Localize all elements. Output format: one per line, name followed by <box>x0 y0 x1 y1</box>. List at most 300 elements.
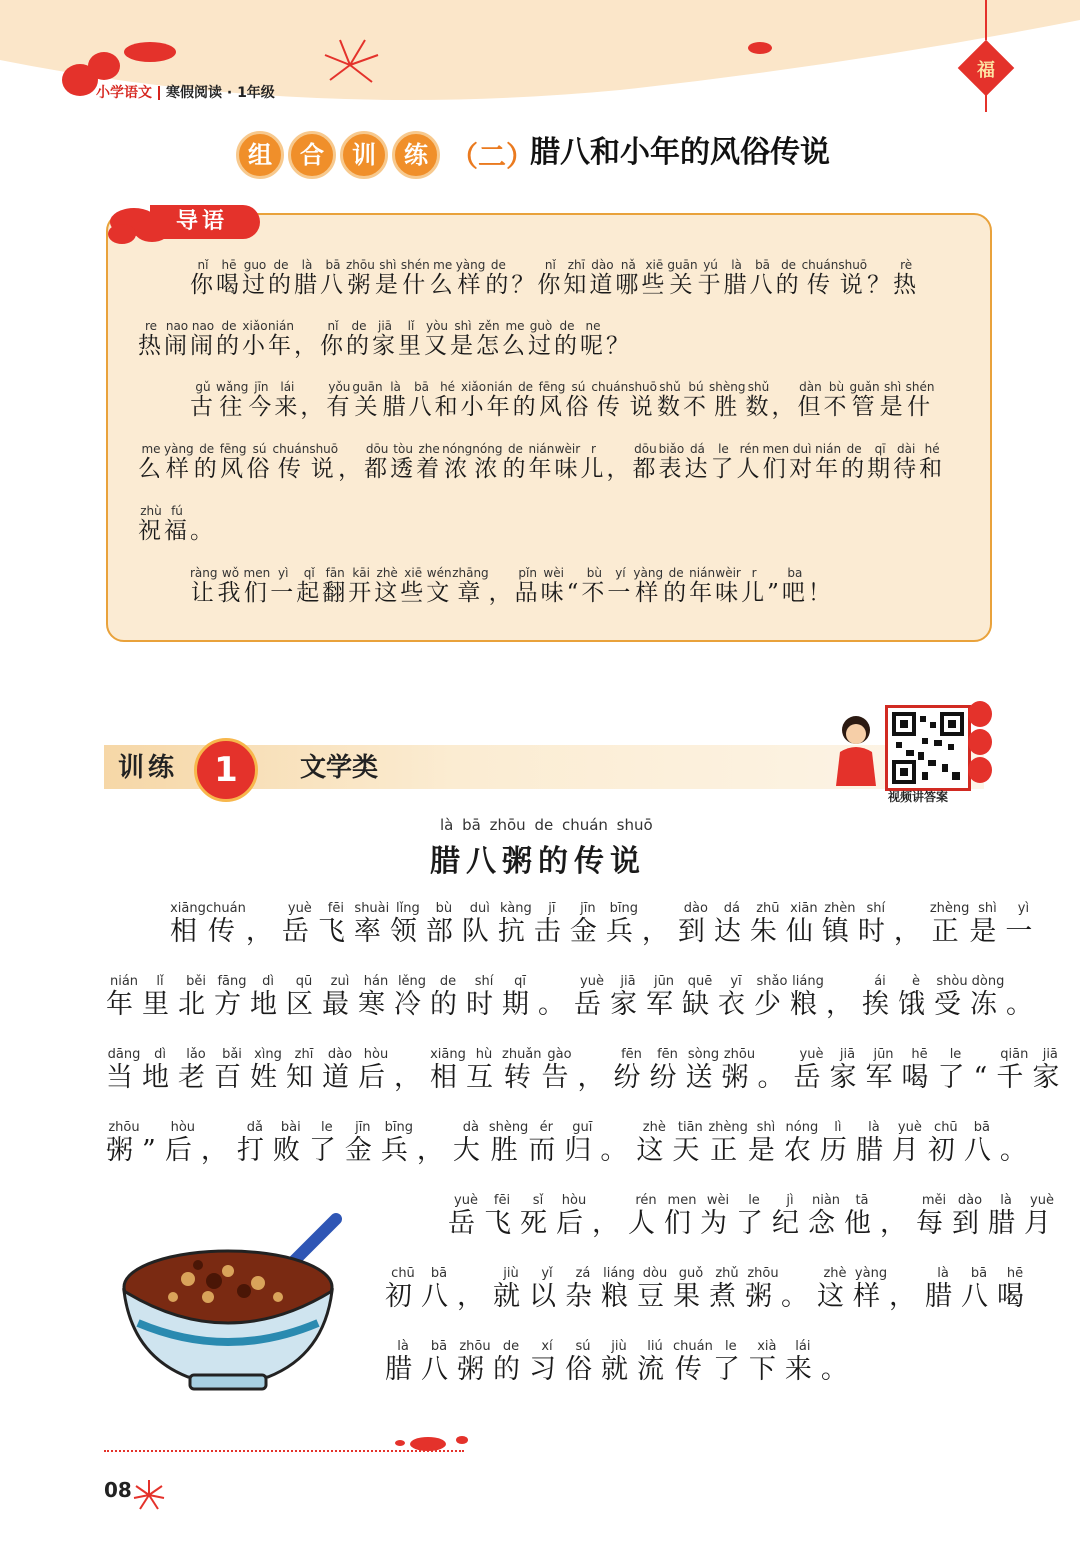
pinyin: sú <box>565 1339 601 1354</box>
story-line <box>106 1114 1036 1187</box>
pinyin: hé <box>434 380 461 394</box>
pinyin: r <box>741 566 768 580</box>
pinyin: le <box>736 1193 772 1208</box>
pinyin: shuō <box>838 258 868 272</box>
training-category: 文学类 <box>300 753 379 783</box>
pinyin: jiā <box>372 319 398 333</box>
pinyin: měi <box>916 1193 952 1208</box>
ruby-char: 北běi <box>178 974 214 1020</box>
ruby-char: 翻fān <box>322 566 349 606</box>
pinyin: de <box>485 258 512 272</box>
story-line <box>385 1260 1033 1333</box>
pinyin: nóng <box>472 442 503 456</box>
pinyin: zhōu <box>457 1339 493 1354</box>
pinyin: shí <box>466 974 502 989</box>
ruby-char: 传chuán <box>206 901 246 947</box>
ruby-char: 是shì <box>374 258 401 298</box>
pinyin: zhù <box>138 504 164 518</box>
ruby-char: 年nián <box>815 442 842 482</box>
ruby-char: 到dào <box>677 901 714 947</box>
story-line <box>385 1333 857 1406</box>
ruby-char: 金jīn <box>344 1120 381 1166</box>
ruby-char: 一yí <box>607 566 634 606</box>
ruby-char: ， <box>606 456 633 482</box>
pinyin: fēn <box>613 1047 650 1062</box>
pinyin: lái <box>784 1339 821 1354</box>
ruby-char: 呢ne <box>580 319 606 359</box>
training-number-badge: 1 <box>194 738 258 802</box>
ruby-char: 家jiā <box>610 974 646 1020</box>
ruby-char: 说shuō <box>838 258 868 298</box>
ruby-char: ， <box>577 1062 614 1093</box>
intro-line <box>190 376 935 438</box>
pinyin: là <box>723 258 750 272</box>
pinyin: me <box>429 258 456 272</box>
pinyin: de <box>663 566 690 580</box>
pinyin: qī <box>502 974 538 989</box>
ruby-char: 当dāng <box>106 1047 142 1093</box>
pinyin: yì <box>1005 901 1042 916</box>
ruby-char: 传chuán <box>272 442 310 482</box>
pinyin: fēn <box>649 1047 686 1062</box>
ruby-char: 率shuài <box>353 901 390 947</box>
ruby-char: 腊là <box>723 258 750 298</box>
pinyin: shén <box>905 380 935 394</box>
ruby-char: 起qǐ <box>296 566 323 606</box>
pinyin: xiāng <box>430 1047 466 1062</box>
pinyin: yòu <box>424 319 450 333</box>
ruby-char: 风fēng <box>219 442 247 482</box>
pinyin: nǎ <box>615 258 642 272</box>
ruby-char: 时shí <box>857 901 894 947</box>
ruby-char: 到dào <box>952 1193 988 1239</box>
pinyin: jiù <box>601 1339 637 1354</box>
ruby-char: 岳yuè <box>574 974 610 1020</box>
pinyin: nao <box>190 319 216 333</box>
pinyin: shì <box>450 319 476 333</box>
ruby-char: 。 <box>781 1281 817 1312</box>
ruby-char: 纷fēn <box>649 1047 686 1093</box>
ruby-char: 道dào <box>322 1047 358 1093</box>
ruby-char: 粮liáng <box>601 1266 637 1312</box>
pinyin: nóng <box>442 442 473 456</box>
firework-icon <box>132 1478 166 1512</box>
ruby-char: 打dǎ <box>236 1120 273 1166</box>
ruby-char: 胜shèng <box>488 1120 529 1166</box>
ruby-char: 关guān <box>352 380 383 420</box>
ruby-char: 你nǐ <box>320 319 346 359</box>
pinyin: qiān <box>996 1047 1033 1062</box>
ruby-char: 时shí <box>466 974 502 1020</box>
pinyin: dāng <box>106 1047 142 1062</box>
ruby-char: 腊là <box>925 1266 961 1312</box>
ruby-char: 月yuè <box>891 1120 928 1166</box>
ruby-char: 哪nǎ <box>615 258 642 298</box>
ruby-char: 八bā <box>749 258 776 298</box>
pinyin: jī <box>533 901 570 916</box>
ruby-char: 达dá <box>684 442 711 482</box>
pinyin: de <box>502 442 529 456</box>
ruby-char: “ <box>566 580 582 606</box>
pinyin: yī <box>718 974 754 989</box>
pinyin: hù <box>466 1047 502 1062</box>
ruby-char: 俗sú <box>565 380 592 420</box>
pinyin: shèng <box>709 380 746 394</box>
pinyin: zhè <box>636 1120 673 1135</box>
pinyin: bā <box>421 1266 457 1281</box>
ruby-char: 相xiāng <box>170 901 206 947</box>
pinyin: re <box>138 319 164 333</box>
pinyin: zhe <box>416 442 443 456</box>
pinyin: niàn <box>808 1193 844 1208</box>
pinyin: dào <box>677 901 714 916</box>
ruby-char: 表biǎo <box>658 442 685 482</box>
pinyin: guǎn <box>849 380 880 394</box>
ruby-char: 后hòu <box>358 1047 394 1093</box>
story-line <box>106 968 1042 1041</box>
pinyin: xiē <box>400 566 427 580</box>
pinyin: dài <box>893 442 920 456</box>
pinyin: wén <box>426 566 453 580</box>
pinyin: men <box>664 1193 700 1208</box>
intro-line <box>138 438 945 500</box>
ruby-char: 们men <box>762 442 790 482</box>
training-label: 训练 <box>118 753 179 783</box>
ruby-char: 。 <box>1006 989 1042 1020</box>
cloud-icon <box>124 42 772 62</box>
pinyin: zhǔ <box>709 1266 745 1281</box>
pinyin: yì <box>270 566 297 580</box>
ruby-char: 的de <box>775 258 802 298</box>
pinyin: bā <box>749 258 776 272</box>
ruby-char: 么me <box>502 319 528 359</box>
ruby-char: 传chuán <box>591 380 629 420</box>
ruby-char: 过guò <box>528 319 554 359</box>
pinyin: dào <box>589 258 616 272</box>
ruby-char: 受shòu <box>934 974 970 1020</box>
pinyin: hán <box>358 974 394 989</box>
pinyin: jiā <box>829 1047 866 1062</box>
ruby-char: 不bù <box>823 380 850 420</box>
ruby-char: 最zuì <box>322 974 358 1020</box>
pinyin: jīn <box>569 901 606 916</box>
qr-code[interactable] <box>885 705 971 791</box>
ruby-char: 农nóng <box>783 1120 820 1166</box>
ruby-char: 纪jì <box>772 1193 808 1239</box>
pinyin: jīn <box>248 380 275 394</box>
ruby-char: 下xià <box>748 1339 785 1385</box>
ruby-char: ， <box>826 989 862 1020</box>
pinyin: shuō <box>628 380 657 394</box>
pinyin: ràng <box>190 566 218 580</box>
pinyin: zhī <box>286 1047 322 1062</box>
ruby-char: 的de <box>216 319 242 359</box>
pinyin: guǒ <box>673 1266 709 1281</box>
pinyin: de <box>493 1339 529 1354</box>
ruby-char: 飞fēi <box>317 901 354 947</box>
pinyin: de <box>193 442 220 456</box>
title-circle: 组 <box>236 131 284 179</box>
pinyin: sǐ <box>520 1193 556 1208</box>
pinyin: jì <box>772 1193 808 1208</box>
ruby-char: 们men <box>664 1193 700 1239</box>
pinyin: là <box>988 1193 1024 1208</box>
pinyin: yǒu <box>326 380 353 394</box>
pinyin: yú <box>697 258 724 272</box>
ruby-char: 念niàn <box>808 1193 844 1239</box>
ruby-char: 领lǐng <box>389 901 426 947</box>
ruby-char: 样yàng <box>633 566 664 606</box>
pinyin: bā <box>408 380 435 394</box>
pinyin: yàng <box>633 566 664 580</box>
pinyin: nǐ <box>190 258 216 272</box>
ruby-char: 了le <box>710 442 737 482</box>
pinyin: rén <box>628 1193 664 1208</box>
ruby-char: 岳yuè <box>281 901 318 947</box>
ruby-char: ， <box>416 1135 453 1166</box>
ruby-char: 又yòu <box>424 319 450 359</box>
ruby-char: 和hé <box>434 380 461 420</box>
pinyin: dà <box>452 1120 489 1135</box>
pinyin: me <box>502 319 528 333</box>
ruby-char: 冷lěng <box>394 974 430 1020</box>
lantern-icon <box>965 696 995 786</box>
pinyin: jiā <box>610 974 646 989</box>
pinyin: nián <box>486 380 513 394</box>
title-circle: 合 <box>288 131 336 179</box>
porridge-bowl-illustration <box>118 1205 348 1405</box>
ruby-char: 来lái <box>784 1339 821 1385</box>
ruby-char: 就jiù <box>493 1266 529 1312</box>
ruby-char: 金jīn <box>569 901 606 947</box>
pinyin: hē <box>997 1266 1033 1281</box>
ruby-char: 开kāi <box>348 566 375 606</box>
ruby-char: 章zhāng <box>452 566 489 606</box>
ruby-char: 部bù <box>425 901 462 947</box>
pinyin: là <box>385 1339 421 1354</box>
pinyin: bā <box>961 1266 997 1281</box>
header-decoration <box>0 0 1080 140</box>
ruby-char: ， <box>245 916 282 947</box>
ruby-char: 关guān <box>667 258 698 298</box>
pinyin: sú <box>565 380 592 394</box>
pinyin: de <box>841 442 868 456</box>
ruby-char: 正zhèng <box>929 901 970 947</box>
ruby-char: 每měi <box>916 1193 952 1239</box>
pinyin: zhuǎn <box>502 1047 542 1062</box>
ruby-char: 粮liáng <box>790 974 826 1020</box>
pinyin: dào <box>322 1047 358 1062</box>
pinyin: men <box>243 566 271 580</box>
ruby-char: 文wén <box>426 566 453 606</box>
ruby-char: 些xiē <box>641 258 668 298</box>
pinyin: xí <box>529 1339 565 1354</box>
ruby-char: 正zhèng <box>708 1120 748 1166</box>
ruby-char: 初chū <box>927 1120 964 1166</box>
ruby-char: 里lǐ <box>398 319 424 359</box>
pinyin: zhōu <box>721 1047 758 1062</box>
ruby-char: 缺quē <box>682 974 718 1020</box>
pinyin: bā <box>320 258 346 272</box>
ruby-char: 是shì <box>969 901 1006 947</box>
ruby-char: 年nián <box>106 974 142 1020</box>
pinyin: tiān <box>672 1120 709 1135</box>
ruby-char: 待dài <box>893 442 920 482</box>
ruby-char: 粥zhōu <box>457 1339 493 1385</box>
ruby-char: 味wèir <box>554 442 581 482</box>
pinyin: liáng <box>601 1266 637 1281</box>
pinyin: zhū <box>749 901 786 916</box>
pinyin: chuán <box>206 901 246 916</box>
ruby-char: 百bǎi <box>214 1047 250 1093</box>
pinyin: de <box>346 319 372 333</box>
ruby-char: ， <box>457 1281 493 1312</box>
ruby-char: 。 <box>190 518 216 544</box>
pinyin: me <box>138 442 164 456</box>
ruby-char: 飞fēi <box>484 1193 520 1239</box>
girl-mascot-icon <box>826 712 886 788</box>
ruby-char: 仙xiān <box>785 901 822 947</box>
pinyin: shǔ <box>745 380 772 394</box>
ruby-char: 于yú <box>697 258 724 298</box>
pinyin: xiē <box>641 258 668 272</box>
ruby-char: 死sǐ <box>520 1193 556 1239</box>
ruby-char: ， <box>592 1208 628 1239</box>
pinyin: nián <box>106 974 142 989</box>
story-title: 腊八粥的传说 <box>430 844 646 879</box>
ruby-char: 人rén <box>736 442 763 482</box>
ruby-char: 是shì <box>450 319 476 359</box>
ruby-char: 来lái <box>274 380 301 420</box>
pinyin: wǒ <box>217 566 244 580</box>
pinyin: yuè <box>281 901 318 916</box>
ruby-char: 的de <box>485 258 512 298</box>
ruby-char: 互hù <box>466 1047 502 1093</box>
pinyin: fēi <box>317 901 354 916</box>
title-circle: 练 <box>392 131 440 179</box>
pinyin: jūn <box>865 1047 902 1062</box>
qr-caption: 视频讲答案 <box>888 790 949 804</box>
ruby-char: 不bù <box>581 566 608 606</box>
ruby-char: 衣yī <box>718 974 754 1020</box>
ruby-char: 。 <box>999 1135 1036 1166</box>
pinyin: shèng <box>488 1120 529 1135</box>
ruby-char: ， <box>394 1062 430 1093</box>
ruby-char: 的de <box>346 319 372 359</box>
pinyin: liáng <box>790 974 826 989</box>
pinyin: shǎo <box>754 974 790 989</box>
pinyin: dá <box>684 442 711 456</box>
ruby-char: 你nǐ <box>190 258 216 298</box>
intro-line <box>138 500 216 562</box>
pinyin: duì <box>461 901 498 916</box>
ruby-char: 知zhī <box>563 258 590 298</box>
pinyin: hé <box>919 442 946 456</box>
pinyin: fāng <box>214 974 250 989</box>
pinyin: xiǎo <box>460 380 487 394</box>
ruby-char: 大dà <box>452 1120 489 1166</box>
ruby-char: 地dì <box>142 1047 178 1093</box>
pinyin: sú <box>246 442 273 456</box>
pinyin: lǎo <box>178 1047 214 1062</box>
pinyin: sòng <box>685 1047 722 1062</box>
pinyin: tā <box>844 1193 880 1208</box>
ruby-char: 俗sú <box>565 1339 601 1385</box>
ruby-char: 粥zhōu <box>106 1120 142 1166</box>
pinyin: wèi <box>700 1193 736 1208</box>
qr-code-icon <box>888 708 968 788</box>
pinyin: zhè <box>374 566 401 580</box>
pinyin: zěn <box>476 319 502 333</box>
ruby-char: 对duì <box>789 442 816 482</box>
pinyin: jīn <box>344 1120 381 1135</box>
pinyin: le <box>308 1120 345 1135</box>
ruby-char: 数shǔ <box>745 380 772 420</box>
ruby-char: 煮zhǔ <box>709 1266 745 1312</box>
pinyin: zhāng <box>452 566 489 580</box>
ruby-char: 杂zá <box>565 1266 601 1312</box>
ruby-char: 都dōu <box>632 442 659 482</box>
pinyin: lái <box>274 380 301 394</box>
ruby-char: 喝hē <box>216 258 242 298</box>
ruby-char: 挨ái <box>862 974 898 1020</box>
ruby-char: 送sòng <box>685 1047 722 1093</box>
ruby-char: 过guo <box>242 258 268 298</box>
pinyin: de <box>268 258 294 272</box>
pinyin: hē <box>901 1047 938 1062</box>
ruby-char: ， <box>893 916 930 947</box>
ruby-char: 说shuō <box>628 380 657 420</box>
pinyin: nǐ <box>320 319 346 333</box>
ruby-char: 年nián <box>528 442 555 482</box>
pinyin: guī <box>564 1120 601 1135</box>
ruby-char: 让ràng <box>190 566 218 606</box>
ruby-char: 么me <box>138 442 164 482</box>
pinyin: xiāng <box>170 901 206 916</box>
ruby-char: 。 <box>600 1135 637 1166</box>
ruby-char: 们men <box>243 566 271 606</box>
ruby-char: 相xiāng <box>430 1047 466 1093</box>
ruby-char: 的de <box>268 258 294 298</box>
ruby-char: 年nián <box>689 566 716 606</box>
pinyin: dōu <box>364 442 391 456</box>
ruby-char: 转zhuǎn <box>502 1047 542 1093</box>
title-circle: 训 <box>340 131 388 179</box>
pinyin: nián <box>689 566 716 580</box>
pinyin: gǔ <box>190 380 216 394</box>
pinyin: lǐng <box>389 901 426 916</box>
story-line <box>448 1187 1060 1260</box>
pinyin: là <box>925 1266 961 1281</box>
ruby-char: 少shǎo <box>754 974 790 1020</box>
pinyin: yí <box>607 566 634 580</box>
ruby-char: 古gǔ <box>190 380 216 420</box>
pinyin: zhèn <box>821 901 858 916</box>
ruby-char: 八bā <box>320 258 346 298</box>
ruby-char: 方fāng <box>214 974 250 1020</box>
pinyin: chuán <box>591 380 629 394</box>
intro-line <box>190 254 919 316</box>
ruby-char: 粥zhōu <box>721 1047 758 1093</box>
pinyin: chū <box>927 1120 964 1135</box>
ruby-char: 归guī <box>564 1120 601 1166</box>
ruby-char: ？ <box>606 333 632 359</box>
ruby-char: 八bā <box>421 1339 457 1385</box>
pinyin: shǔ <box>657 380 683 394</box>
ruby-char: 了le <box>712 1339 749 1385</box>
ruby-char: 姓xìng <box>250 1047 286 1093</box>
pinyin: zhè <box>817 1266 853 1281</box>
